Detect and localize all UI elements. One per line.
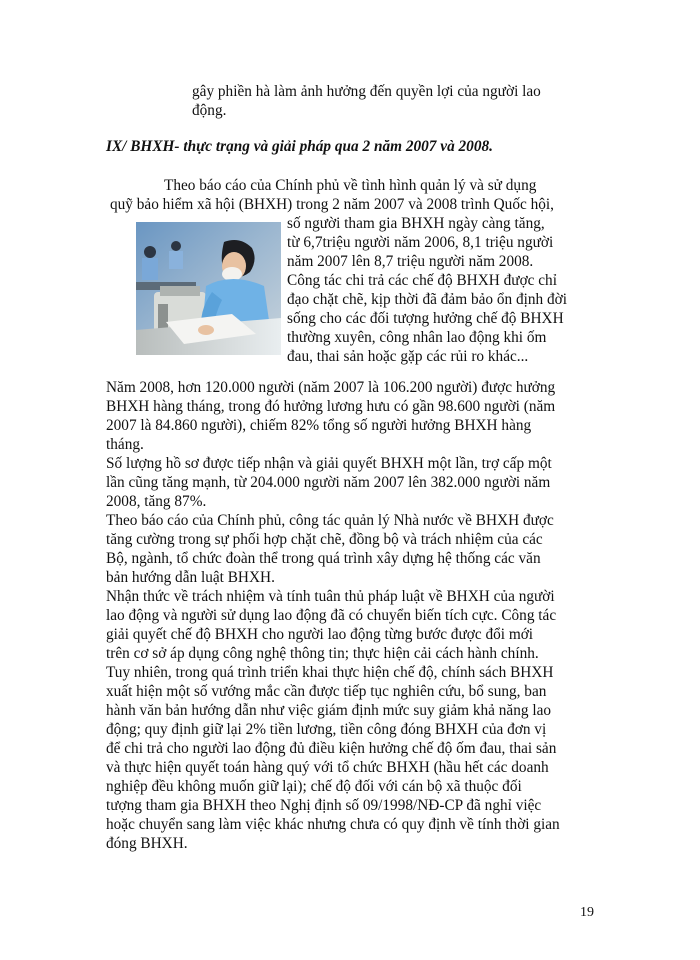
text-line: lần cũng tăng mạnh, từ 204.000 người năm 2007 lên 382.000 người năm (106, 474, 551, 491)
text-line: Theo báo cáo của Chính phủ, công tác quản lý Nhà nước về BHXH được (106, 512, 554, 529)
text-line: thường xuyên, công nhân lao động khi ốm (287, 329, 547, 346)
text-line: tượng tham gia BHXH theo Nghị định số 09/1998/NĐ-CP đã nghỉ việc (106, 797, 542, 814)
body-paragraph (106, 511, 601, 587)
text-line: quỹ bảo hiểm xã hội (BHXH) trong 2 năm 2007 và 2008 trình Quốc hội, (110, 196, 554, 213)
text-line: hoặc chuyển sang làm việc khác nhưng chưa có quy định về tính thời gian (106, 816, 560, 833)
text-line: bản hướng dẫn luật BHXH. (106, 569, 275, 586)
text-line: hành văn bản hướng dẫn như việc giám định mức suy giảm khả năng lao (106, 702, 552, 719)
text-line: sống cho các đối tượng hưởng chế độ BHXH (287, 310, 564, 327)
text-line: gây phiền hà làm ảnh hưởng đến quyền lợi của người lao (192, 83, 541, 100)
page-number: 19 (580, 905, 594, 920)
text-line: Theo báo cáo của Chính phủ về tình hình quản lý và sử dụng (164, 177, 537, 194)
top-paragraph (192, 82, 602, 120)
text-line: tăng cường trong sự phối hợp chặt chẽ, đồng bộ và trách nhiệm của các (106, 531, 543, 548)
text-line: số người tham gia BHXH ngày càng tăng, (287, 215, 545, 232)
text-line: đau, thai sản hoặc gặp các rủi ro khác... (287, 348, 529, 365)
text-line: Công tác chi trả các chế độ BHXH được chỉ (287, 272, 557, 289)
text-line: trên cơ sở áp dụng công nghệ thông tin; thực hiện cải cách hành chính. (106, 645, 539, 662)
text-line: Số lượng hồ sơ được tiếp nhận và giải quyết BHXH một lần, trợ cấp một (106, 455, 552, 472)
text-line: tháng. (106, 436, 144, 453)
text-line: từ 6,7triệu người năm 2006, 8,1 triệu người (287, 234, 554, 251)
text-line: xuất hiện một số vướng mắc cần được tiếp tục nghiên cứu, bổ sung, ban (106, 683, 547, 700)
text-line: đóng BHXH. (106, 835, 188, 852)
section-heading: IX/ BHXH- thực trạng và giải pháp qua 2 năm 2007 và 2008. (106, 138, 493, 155)
text-line: Tuy nhiên, trong quá trình triển khai thực hiện chế độ, chính sách BHXH (106, 664, 554, 681)
body-paragraph (106, 378, 601, 454)
text-line: lao động và người sử dụng lao động đã có chuyển biến tích cực. Công tác (106, 607, 557, 624)
text-line: Nhận thức về trách nhiệm và tính tuân thủ pháp luật về BHXH của người (106, 588, 555, 605)
text-line: BHXH hàng tháng, trong đó hưởng lương hưu có gần 98.600 người (năm (106, 398, 556, 415)
text-line: để chi trả cho người lao động đủ điều kiện hưởng chế độ ốm đau, thai sản (106, 740, 557, 757)
text-line: 2007 là 84.860 người), chiếm 82% tổng số người hưởng BHXH hàng (106, 417, 532, 434)
body-paragraph (106, 587, 601, 663)
text-line: động; quy định giữ lại 2% tiền lương, tiền công đóng BHXH của đơn vị (106, 721, 547, 738)
text-line: và thực hiện quyết toán hàng quý với tổ chức BHXH (hầu hết các doanh (106, 759, 549, 776)
text-line: năm 2007 lên 8,7 triệu người năm 2008. (287, 253, 534, 270)
text-line: Bộ, ngành, tổ chức đoàn thể trong quá trình xây dựng hệ thống các văn (106, 550, 541, 567)
text-line: nghiệp đều không muốn giữ lại); chế độ đối với cán bộ xã thuộc đối (106, 778, 522, 795)
text-line: giải quyết chế độ BHXH cho người lao động từng bước được đổi mới (106, 626, 534, 643)
text-line: động. (192, 102, 227, 119)
body-paragraph (106, 454, 601, 511)
text-line: 2008, tăng 87%. (106, 493, 207, 510)
text-line: Năm 2008, hơn 120.000 người (năm 2007 là 106.200 người) được hưởng (106, 379, 556, 396)
factory-worker-photo (136, 222, 281, 355)
body-paragraph (106, 663, 601, 853)
text-line: đạo chặt chẽ, kịp thời đã đảm bảo ổn định đời (287, 291, 567, 308)
